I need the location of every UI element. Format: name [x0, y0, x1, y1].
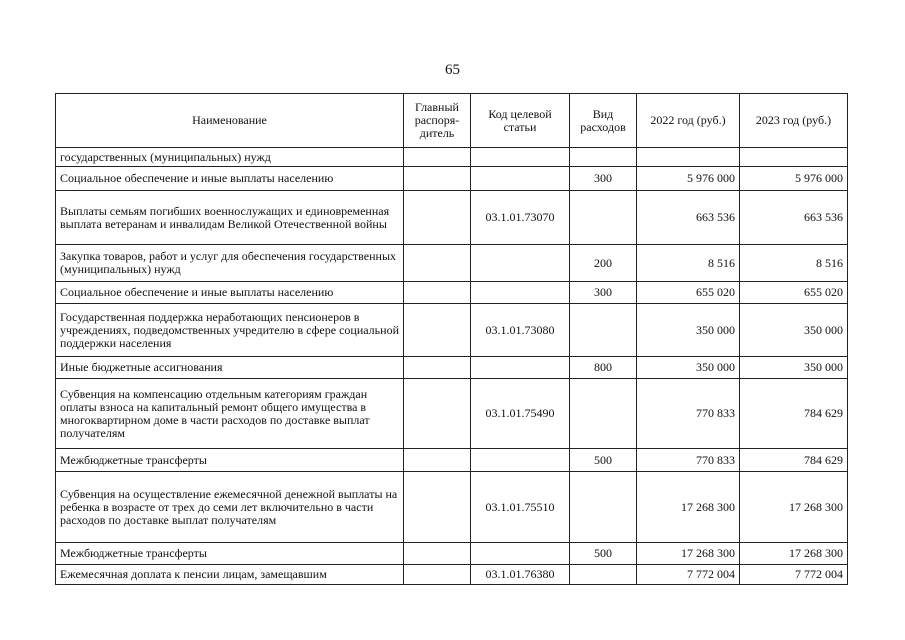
row-code: 03.1.01.76380: [471, 565, 570, 585]
row-amount-2023: [740, 148, 848, 167]
row-expense-type: 800: [570, 357, 637, 379]
row-expense-type: [570, 379, 637, 449]
row-amount-2022: 770 833: [637, 379, 740, 449]
row-distributor: [404, 357, 471, 379]
row-amount-2022: 350 000: [637, 304, 740, 357]
row-code: [471, 167, 570, 191]
row-name: Закупка товаров, работ и услуг для обеспечения государственных (муниципальных) нужд: [56, 245, 404, 282]
row-expense-type: 200: [570, 245, 637, 282]
row-expense-type: [570, 148, 637, 167]
header-2022: 2022 год (руб.): [637, 94, 740, 148]
table-row: [56, 245, 848, 282]
row-code: [471, 543, 570, 565]
row-amount-2023: 8 516: [740, 245, 848, 282]
row-amount-2023: 17 268 300: [740, 543, 848, 565]
row-amount-2023: 350 000: [740, 357, 848, 379]
row-distributor: [404, 449, 471, 472]
table-row: [56, 304, 848, 357]
row-amount-2022: 17 268 300: [637, 543, 740, 565]
row-amount-2022: 7 772 004: [637, 565, 740, 585]
table-row: [56, 565, 848, 585]
row-name: Социальное обеспечение и иные выплаты населению: [56, 167, 404, 191]
row-amount-2022: 655 020: [637, 282, 740, 304]
table-row: [56, 167, 848, 191]
row-distributor: [404, 282, 471, 304]
row-name: государственных (муниципальных) нужд: [56, 148, 404, 167]
row-name: Межбюджетные трансферты: [56, 449, 404, 472]
row-code: 03.1.01.75490: [471, 379, 570, 449]
table-row: [56, 282, 848, 304]
row-code: [471, 449, 570, 472]
table-row: [56, 449, 848, 472]
row-distributor: [404, 304, 471, 357]
row-name: Иные бюджетные ассигнования: [56, 357, 404, 379]
row-distributor: [404, 191, 471, 245]
row-amount-2023: 7 772 004: [740, 565, 848, 585]
table-header-row: [56, 94, 848, 148]
row-code: [471, 357, 570, 379]
header-2023: 2023 год (руб.): [740, 94, 848, 148]
row-expense-type: [570, 565, 637, 585]
row-distributor: [404, 472, 471, 543]
row-code: 03.1.01.73080: [471, 304, 570, 357]
row-distributor: [404, 565, 471, 585]
row-name: Субвенция на осуществление ежемесячной денежной выплаты на ребенка в возрасте от трех до семи лет включительно в части расходов по доставке выплат получателям: [56, 472, 404, 543]
row-code: [471, 282, 570, 304]
row-code: 03.1.01.73070: [471, 191, 570, 245]
row-expense-type: 300: [570, 167, 637, 191]
row-code: 03.1.01.75510: [471, 472, 570, 543]
row-amount-2022: [637, 148, 740, 167]
row-distributor: [404, 167, 471, 191]
row-name: Межбюджетные трансферты: [56, 543, 404, 565]
table-row: [56, 472, 848, 543]
row-distributor: [404, 379, 471, 449]
header-code: Код целевой статьи: [471, 94, 570, 148]
row-expense-type: 500: [570, 449, 637, 472]
row-amount-2023: 784 629: [740, 379, 848, 449]
row-expense-type: [570, 191, 637, 245]
row-name: Выплаты семьям погибших военнослужащих и единовременная выплата ветеранам и инвалидам Великой Отечественной войны: [56, 191, 404, 245]
row-amount-2023: 655 020: [740, 282, 848, 304]
header-name: Наименование: [56, 94, 404, 148]
row-amount-2022: 663 536: [637, 191, 740, 245]
row-code: [471, 148, 570, 167]
header-expense-type: Вид расходов: [570, 94, 637, 148]
row-amount-2022: 350 000: [637, 357, 740, 379]
row-distributor: [404, 148, 471, 167]
row-amount-2022: 8 516: [637, 245, 740, 282]
row-name: Государственная поддержка неработающих пенсионеров в учреждениях, подведомственных учредителю в сфере социальной поддержки населения: [56, 304, 404, 357]
row-name: Субвенция на компенсацию отдельным категориям граждан оплаты взноса на капитальный ремонт общего имущества в многоквартирном доме в части расходов по доставке выплат получателям: [56, 379, 404, 449]
row-name: Социальное обеспечение и иные выплаты населению: [56, 282, 404, 304]
row-code: [471, 245, 570, 282]
budget-table: [55, 93, 848, 585]
page-number: 65: [445, 62, 460, 78]
table-row: [56, 148, 848, 167]
row-expense-type: 500: [570, 543, 637, 565]
table-row: [56, 379, 848, 449]
row-amount-2023: 17 268 300: [740, 472, 848, 543]
table-row: [56, 543, 848, 565]
table-row: [56, 191, 848, 245]
row-amount-2022: 17 268 300: [637, 472, 740, 543]
header-distributor: Главный распоря-дитель: [404, 94, 471, 148]
row-name: Ежемесячная доплата к пенсии лицам, замещавшим: [56, 565, 404, 585]
table-row: [56, 357, 848, 379]
row-amount-2022: 5 976 000: [637, 167, 740, 191]
row-distributor: [404, 245, 471, 282]
row-amount-2023: 663 536: [740, 191, 848, 245]
row-expense-type: 300: [570, 282, 637, 304]
row-amount-2023: 784 629: [740, 449, 848, 472]
row-expense-type: [570, 304, 637, 357]
row-amount-2023: 5 976 000: [740, 167, 848, 191]
row-amount-2023: 350 000: [740, 304, 848, 357]
row-amount-2022: 770 833: [637, 449, 740, 472]
row-distributor: [404, 543, 471, 565]
row-expense-type: [570, 472, 637, 543]
